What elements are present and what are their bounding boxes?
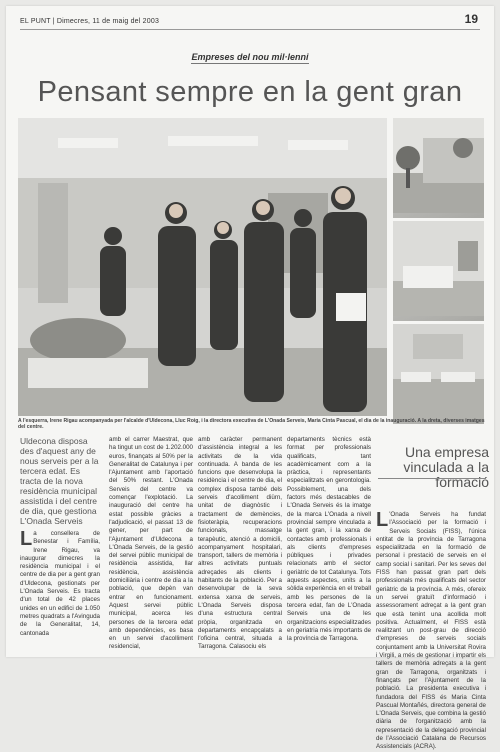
inauguration-photo — [18, 118, 387, 416]
photo-caption: A l'esquerra, Irene Rigau acompanyada per l'alcalde d'Uldecona, Lluc Roig, i la directora executiva de L'Onada Serveis, Maria Cinta Pascual, el dia de la inauguració. A la dreta, diverses imatges del centre. — [18, 418, 485, 431]
column-4-text: departaments tècnics està format per professionals qualificats, tant acadèmicament com a la pràctica, i representants especialitzats en gerontologia. Possiblement, una dels factors més destacables de L'Onada Serveis és la imatge de la marca L'Onada a nivell provincial sempre vinculada a la gent gran, i la xarxa de contactes amb professionals i als clients d'empreses públiques i privades relacionats amb el sector geriàtric de tot Catalunya. Tots aquests aspectes, units a la sòlida experiència en el treball amb les persones de la tercera edat, fan de L'Onada Serveis una de les organitzacions especialitzades en geriatria més importants de la província de Tarragona. — [287, 436, 371, 643]
newspaper-page — [6, 6, 494, 751]
bedroom-photo — [393, 221, 484, 321]
exterior-photo-illustration — [393, 118, 484, 213]
column-2-text: amb el carrer Maestrat, que ha tingut un cost de 1.202.000 euros, finançats al 50% per la Generalitat de Catalunya i per l'Ajuntament amb l'aportació del 50% restant. L'Onada Serveis del centre va començar l'explotació. La inauguració del centre ha estat possible gràcies a l'adjudicació, el passat 13 de gener, per part de l'Ajuntament d'Uldecona a L'Onada Serveis, de la gestió del servei públic municipal de residència assistida, llar residència, assistència domiciliària i centre de dia a la població, que depèn van entrar en funcionament. Aquest servei públic municipal, acerca les persones de la tercera edat amb dependències, es basa en un servei d'acolliment residencial, — [109, 436, 193, 651]
sidebar-heading: Una empresa vinculada a la formació — [403, 444, 489, 490]
header-rule — [20, 29, 480, 30]
page-number: 19 — [464, 12, 478, 26]
dining-room-photo — [393, 324, 484, 424]
article-column-1 — [20, 436, 100, 638]
column-3-text: amb caràcter permanent d'assistència integral a les activitats de la vida continuada. A banda de les funcions que desenvolupa la residència i el centre de dia, el complex disposa també dels serveis d'acolliment diürn, unitat de diagnòstic i tractament de demències, fisioteràpia, recuperacions funcionals, massatge terapèutic, atenció a domicili, acompanyament hospitalari, transport, tallers de memòria i altres activitats puntuals adreçades als clients i habitants de la població. Per a desenvolupar de la seva extensa xarxa de serveis, L'Onada Serveis disposa d'una estructura central pròpia, organitzada en departaments encapçalats a l'oficina central, situada a Tarragona. Calasociu els — [198, 436, 282, 651]
article-column-3 — [198, 436, 282, 652]
sidebar-dropcap: L — [376, 509, 389, 531]
article-lead: Uldecona disposa des d'aquest any de nous serveis per a la tercera edat. Es tracta de la nova residència municipal assistida i del centre de dia, que gestiona L'Onada Serveis — [20, 436, 99, 526]
dropcap: L — [20, 528, 33, 550]
exterior-photo — [393, 118, 484, 218]
dining-room-photo-illustration — [393, 324, 484, 419]
kicker-text: Empreses del nou mil·lenni — [191, 52, 309, 62]
publication-line: EL PUNT | Dimecres, 11 de maig del 2003 — [20, 18, 160, 25]
inauguration-photo-illustration — [18, 118, 387, 416]
bedroom-photo-illustration — [393, 221, 484, 316]
sidebar-text: 'Onada Serveis ha fundat l'Associació per la formació i Serveis Socials (FISS), l'única entitat de la província de Tarragona especialitzada en la formació de personal i prestació de serveis en el camp social i sanitari. Per les seves del FISS han passat gran part dels professionals més qualificats del sector geriàtric de la província. A més, ofereix un servei gratuït d'informació i assessorament adreçat a la gent gran que està tenint una acollida molt positiva. Actualment, el FISS està realitzant un post-grau de direcció d'empreses de serveis socials conjuntament amb la Universitat Rovira i Virgili, a més de gestionar i impartir els tallers de memòria adreçats a la gent gran de Tarragona, organitzats i finançats per l'Ajuntament de la població. La presidenta executiva i fundadora del FISS és Maria Cinta Pascual Montañés, directora general de L'Onada Serveis, que combina la gestió diària de l'organització amb la representació de la delegació provincial de l'Associació Catalana de Recursos Assistencials (ACRA). — [376, 511, 486, 751]
article-headline: Pensant sempre en la gent gran — [37, 76, 463, 108]
article-column-2 — [109, 436, 193, 652]
sidebar-column — [376, 511, 486, 752]
section-kicker — [6, 52, 494, 62]
sidebar-rule — [378, 478, 486, 479]
page-header — [16, 12, 484, 28]
centre-photos — [393, 118, 484, 416]
column-1-text: a consellera de Benestar i Família, Irene Rigau, va inaugurar dimecres la residència municipal i el centre de dia per a gent gran d'Uldecona, gestionats per L'Onada Serveis. Es tracta d'un total de 42 places unides en un edifici de 1.050 metres quadrats a l'Avinguda de la Generalitat, 14, cantonada — [20, 530, 100, 637]
article-column-4 — [287, 436, 371, 643]
